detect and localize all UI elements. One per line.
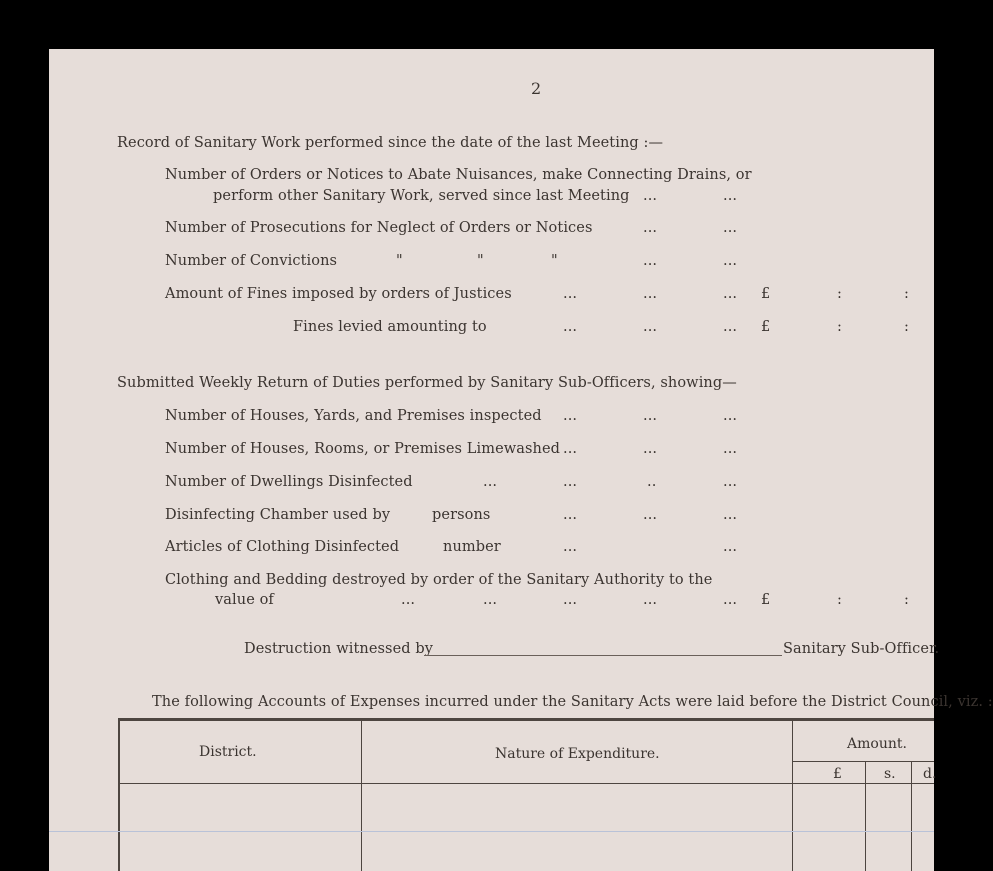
witness-suffix: Sanitary Sub-Officer. [783, 641, 940, 657]
orders-line-2: perform other Sanitary Work, served since last Meeting [213, 188, 630, 204]
header-bottom-rule [120, 783, 934, 784]
leader-dots: ... [723, 319, 738, 335]
col-header-district: District. [199, 744, 257, 760]
col-header-amount: Amount. [847, 736, 907, 752]
clothing-line-2: value of [215, 592, 274, 608]
leader-dots: ... [643, 592, 658, 608]
col-header-pounds: £ [833, 766, 842, 782]
amount-subheader-rule [793, 761, 934, 762]
leader-dots: ... [563, 408, 578, 424]
colon-separator: : [904, 286, 909, 302]
witness-signature-line [424, 655, 782, 656]
leader-dots: ... [723, 474, 738, 490]
column-divider [792, 721, 793, 871]
colon-separator: : [837, 592, 842, 608]
leader-dots: ... [563, 319, 578, 335]
weekly-heading: Submitted Weekly Return of Duties performed by Sanitary Sub-Officers, showing— [117, 375, 737, 391]
leader-dots: ... [643, 507, 658, 523]
chamber-label: Disinfecting Chamber used by [165, 507, 391, 523]
colon-separator: : [904, 592, 909, 608]
clothing-line-1: Clothing and Bedding destroyed by order of the Sanitary Authority to the [165, 572, 713, 588]
column-divider [361, 721, 362, 871]
prosecutions-label: Number of Prosecutions for Neglect of Orders or Notices [165, 220, 593, 236]
fines-levied-label: Fines levied amounting to [293, 319, 487, 335]
leader-dots: ... [563, 474, 578, 490]
colon-separator: : [904, 319, 909, 335]
leader-dots: ... [563, 507, 578, 523]
leader-dots: ... [723, 441, 738, 457]
pound-sign: £ [761, 286, 771, 302]
convictions-label: Number of Convictions [165, 253, 338, 269]
dwellings-disinfected-label: Number of Dwellings Disinfected [165, 474, 413, 490]
leader-dots: ... [563, 441, 578, 457]
articles-label: Articles of Clothing Disinfected [165, 539, 400, 555]
accounts-intro: The following Accounts of Expenses incurred under the Sanitary Acts were laid before the District Council, viz. : [152, 694, 993, 710]
houses-inspected-label: Number of Houses, Yards, and Premises inspected [165, 408, 542, 424]
leader-dots: ... [723, 592, 738, 608]
col-header-nature: Nature of Expenditure. [495, 746, 660, 762]
document-page [49, 49, 993, 871]
colon-separator: : [837, 286, 842, 302]
leader-dots: ... [563, 286, 578, 302]
table-left-border [118, 718, 120, 871]
leader-dots: ... [723, 188, 738, 204]
leader-dots: ... [723, 286, 738, 302]
leader-dots: ... [643, 319, 658, 335]
leader-dots: ... [723, 507, 738, 523]
table-top-rule [118, 718, 934, 721]
fines-imposed-label: Amount of Fines imposed by orders of Justices [165, 286, 512, 302]
leader-dots: ... [643, 188, 658, 204]
orders-line-1: Number of Orders or Notices to Abate Nuisances, make Connecting Drains, or [165, 167, 752, 183]
col-header-shillings: s. [884, 766, 896, 782]
houses-limewashed-label: Number of Houses, Rooms, or Premises Limewashed [165, 441, 561, 457]
leader-dots: .. [647, 474, 657, 490]
ruled-line [49, 831, 934, 832]
leader-dots: ... [723, 539, 738, 555]
leader-dots: ... [643, 408, 658, 424]
chamber-unit: persons [432, 507, 491, 523]
record-heading: Record of Sanitary Work performed since the date of the last Meeting :— [117, 135, 664, 151]
pound-sign: £ [761, 592, 771, 608]
leader-dots: ... [643, 253, 658, 269]
leader-dots: ... [643, 286, 658, 302]
leader-dots: ... [723, 220, 738, 236]
col-header-pence: d. [923, 766, 937, 782]
leader-dots: ... [723, 253, 738, 269]
leader-dots: ... [563, 592, 578, 608]
ditto-mark: " [551, 253, 558, 269]
colon-separator: : [837, 319, 842, 335]
leader-dots: ... [643, 220, 658, 236]
ditto-mark: " [396, 253, 403, 269]
pound-sign: £ [761, 319, 771, 335]
articles-unit: number [443, 539, 501, 555]
leader-dots: ... [483, 474, 498, 490]
leader-dots: ... [401, 592, 416, 608]
column-divider [865, 761, 866, 871]
page-number: 2 [531, 79, 542, 98]
witness-label: Destruction witnessed by [244, 641, 434, 657]
leader-dots: ... [483, 592, 498, 608]
ditto-mark: " [477, 253, 484, 269]
column-divider [911, 761, 912, 871]
leader-dots: ... [723, 408, 738, 424]
leader-dots: ... [643, 441, 658, 457]
leader-dots: ... [563, 539, 578, 555]
